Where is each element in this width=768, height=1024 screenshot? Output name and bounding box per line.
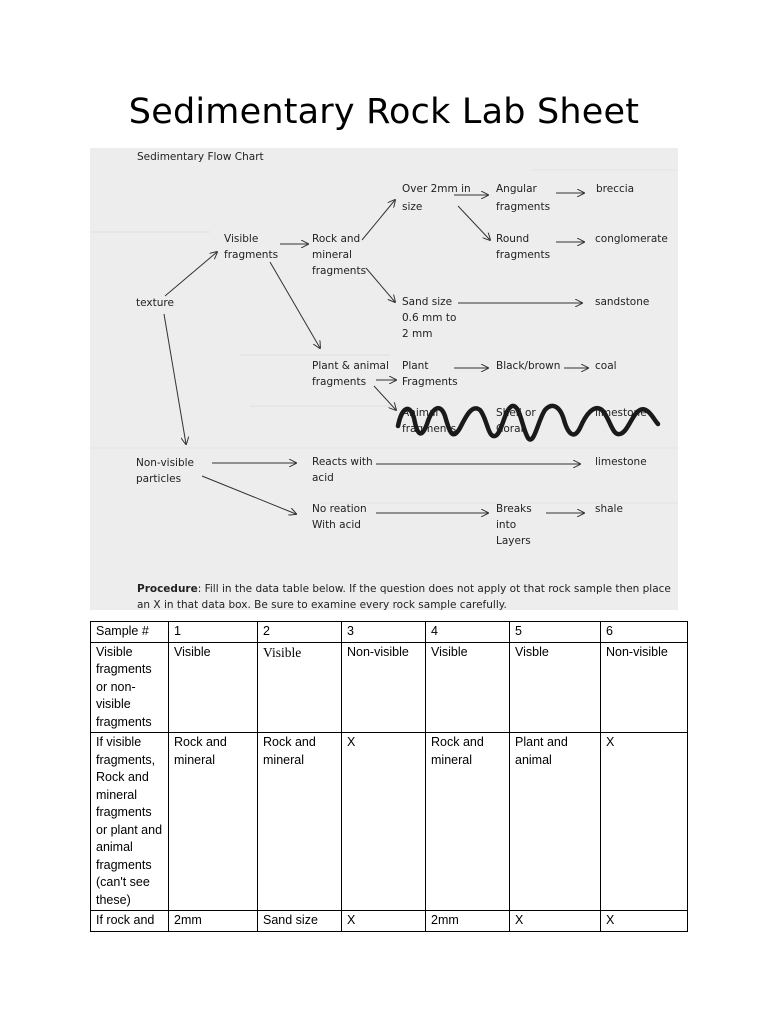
node-over2mm-line1: Over 2mm in — [402, 183, 471, 195]
node-over2mm-line2: size — [402, 201, 423, 213]
node-breaks-line3: Layers — [496, 535, 531, 547]
table-cell: 3 — [342, 622, 426, 643]
document-title: Sedimentary Rock Lab Sheet — [128, 92, 640, 132]
node-reacts-line2: acid — [312, 472, 334, 484]
table-cell: X — [342, 733, 426, 911]
flow-chart-scan — [90, 148, 678, 610]
table-cell: X — [342, 911, 426, 932]
bleed-through — [90, 170, 678, 503]
node-visible-line2: fragments — [224, 249, 279, 261]
node-blackbrown: Black/brown — [496, 360, 561, 372]
node-round-line2: fragments — [496, 249, 551, 261]
node-shellcoral-line1: Shell or — [496, 407, 536, 419]
table-row — [91, 733, 688, 911]
node-texture: texture — [136, 297, 174, 309]
table-cell: Visble — [510, 642, 601, 733]
table-cell: Sand size — [258, 911, 342, 932]
node-angular-line1: Angular — [496, 183, 537, 195]
table-cell: If visible fragments, Rock and mineral fragments or plant and animal fragments (can't see these) — [91, 733, 169, 911]
table-cell: Rock and mineral — [258, 733, 342, 911]
arrow-nonvisible-noreaction — [202, 476, 296, 514]
arrow-rock-sand — [366, 268, 395, 302]
node-sandsize-line2: 0.6 mm to — [402, 312, 457, 324]
node-sandstone: sandstone — [595, 296, 650, 308]
node-animal-line2: fragments — [402, 423, 457, 435]
procedure-label: Procedure — [137, 583, 198, 595]
node-sandsize-line1: Sand size — [402, 296, 453, 308]
node-plantanimal-line2: fragments — [312, 376, 367, 388]
node-breccia: breccia — [596, 183, 635, 195]
table-cell: Visible — [169, 642, 258, 733]
node-noreaction-line1: No reation — [312, 503, 367, 515]
node-nonvisible-line1: Non-visible — [136, 457, 195, 469]
table-cell: Visible fragments or non-visible fragments — [91, 642, 169, 733]
table-cell: 4 — [426, 622, 510, 643]
arrow-over2mm-round — [458, 206, 490, 240]
table-row — [91, 911, 688, 932]
node-rock-line2: mineral — [312, 249, 352, 261]
table-cell: Non-visible — [601, 642, 688, 733]
flow-chart-heading: Sedimentary Flow Chart — [137, 151, 264, 163]
rock-data-table — [90, 621, 688, 932]
arrow-texture-visible — [165, 252, 217, 296]
arrow-rock-over2mm — [362, 200, 395, 240]
node-rock-line3: fragments — [312, 265, 367, 277]
node-limestone-1: limestone — [595, 407, 647, 419]
node-sandsize-line3: 2 mm — [402, 328, 433, 340]
flow-chart — [90, 148, 678, 610]
table-cell: If rock and — [91, 911, 169, 932]
node-plantanimal-line1: Plant & animal — [312, 360, 389, 372]
table-cell: 5 — [510, 622, 601, 643]
table-cell: Visible — [426, 642, 510, 733]
node-conglomerate: conglomerate — [595, 233, 668, 245]
table-cell: Rock and mineral — [169, 733, 258, 911]
node-breaks-line1: Breaks — [496, 503, 532, 515]
table-cell: X — [510, 911, 601, 932]
node-breaks-line2: into — [496, 519, 517, 531]
node-angular-line2: fragments — [496, 201, 551, 213]
node-limestone-2: limestone — [595, 456, 647, 468]
node-shellcoral-line2: Coral — [496, 423, 524, 435]
table-cell: Plant and animal — [510, 733, 601, 911]
table-cell: 1 — [169, 622, 258, 643]
table-cell: 6 — [601, 622, 688, 643]
table-cell: Sample # — [91, 622, 169, 643]
arrow-texture-nonvisible — [164, 314, 186, 444]
procedure-line1 — [137, 583, 671, 595]
node-rock-line1: Rock and — [312, 233, 361, 245]
node-animal-line1: Animal — [402, 407, 439, 419]
node-plant-line1: Plant — [402, 360, 429, 372]
table-cell: 2mm — [169, 911, 258, 932]
table-cell: Visible — [258, 642, 342, 733]
node-reacts-line1: Reacts with — [312, 456, 373, 468]
table-cell: Rock and mineral — [426, 733, 510, 911]
node-plant-line2: Fragments — [402, 376, 458, 388]
table-row-header — [91, 622, 688, 643]
table-cell: 2 — [258, 622, 342, 643]
node-coal: coal — [595, 360, 617, 372]
procedure-line2: an X in that data box. Be sure to examine every rock sample carefully. — [137, 599, 507, 610]
table-cell: X — [601, 733, 688, 911]
table-cell: X — [601, 911, 688, 932]
node-round-line1: Round — [496, 233, 530, 245]
procedure-text-1: : Fill in the data table below. If the question does not apply ot that rock sample then place — [197, 583, 671, 595]
table-cell: Non-visible — [342, 642, 426, 733]
table-row — [91, 642, 688, 733]
node-visible-line1: Visible — [224, 233, 259, 245]
node-noreaction-line2: With acid — [312, 519, 361, 531]
table-cell: 2mm — [426, 911, 510, 932]
node-shale: shale — [595, 503, 623, 515]
node-nonvisible-line2: particles — [136, 473, 182, 485]
